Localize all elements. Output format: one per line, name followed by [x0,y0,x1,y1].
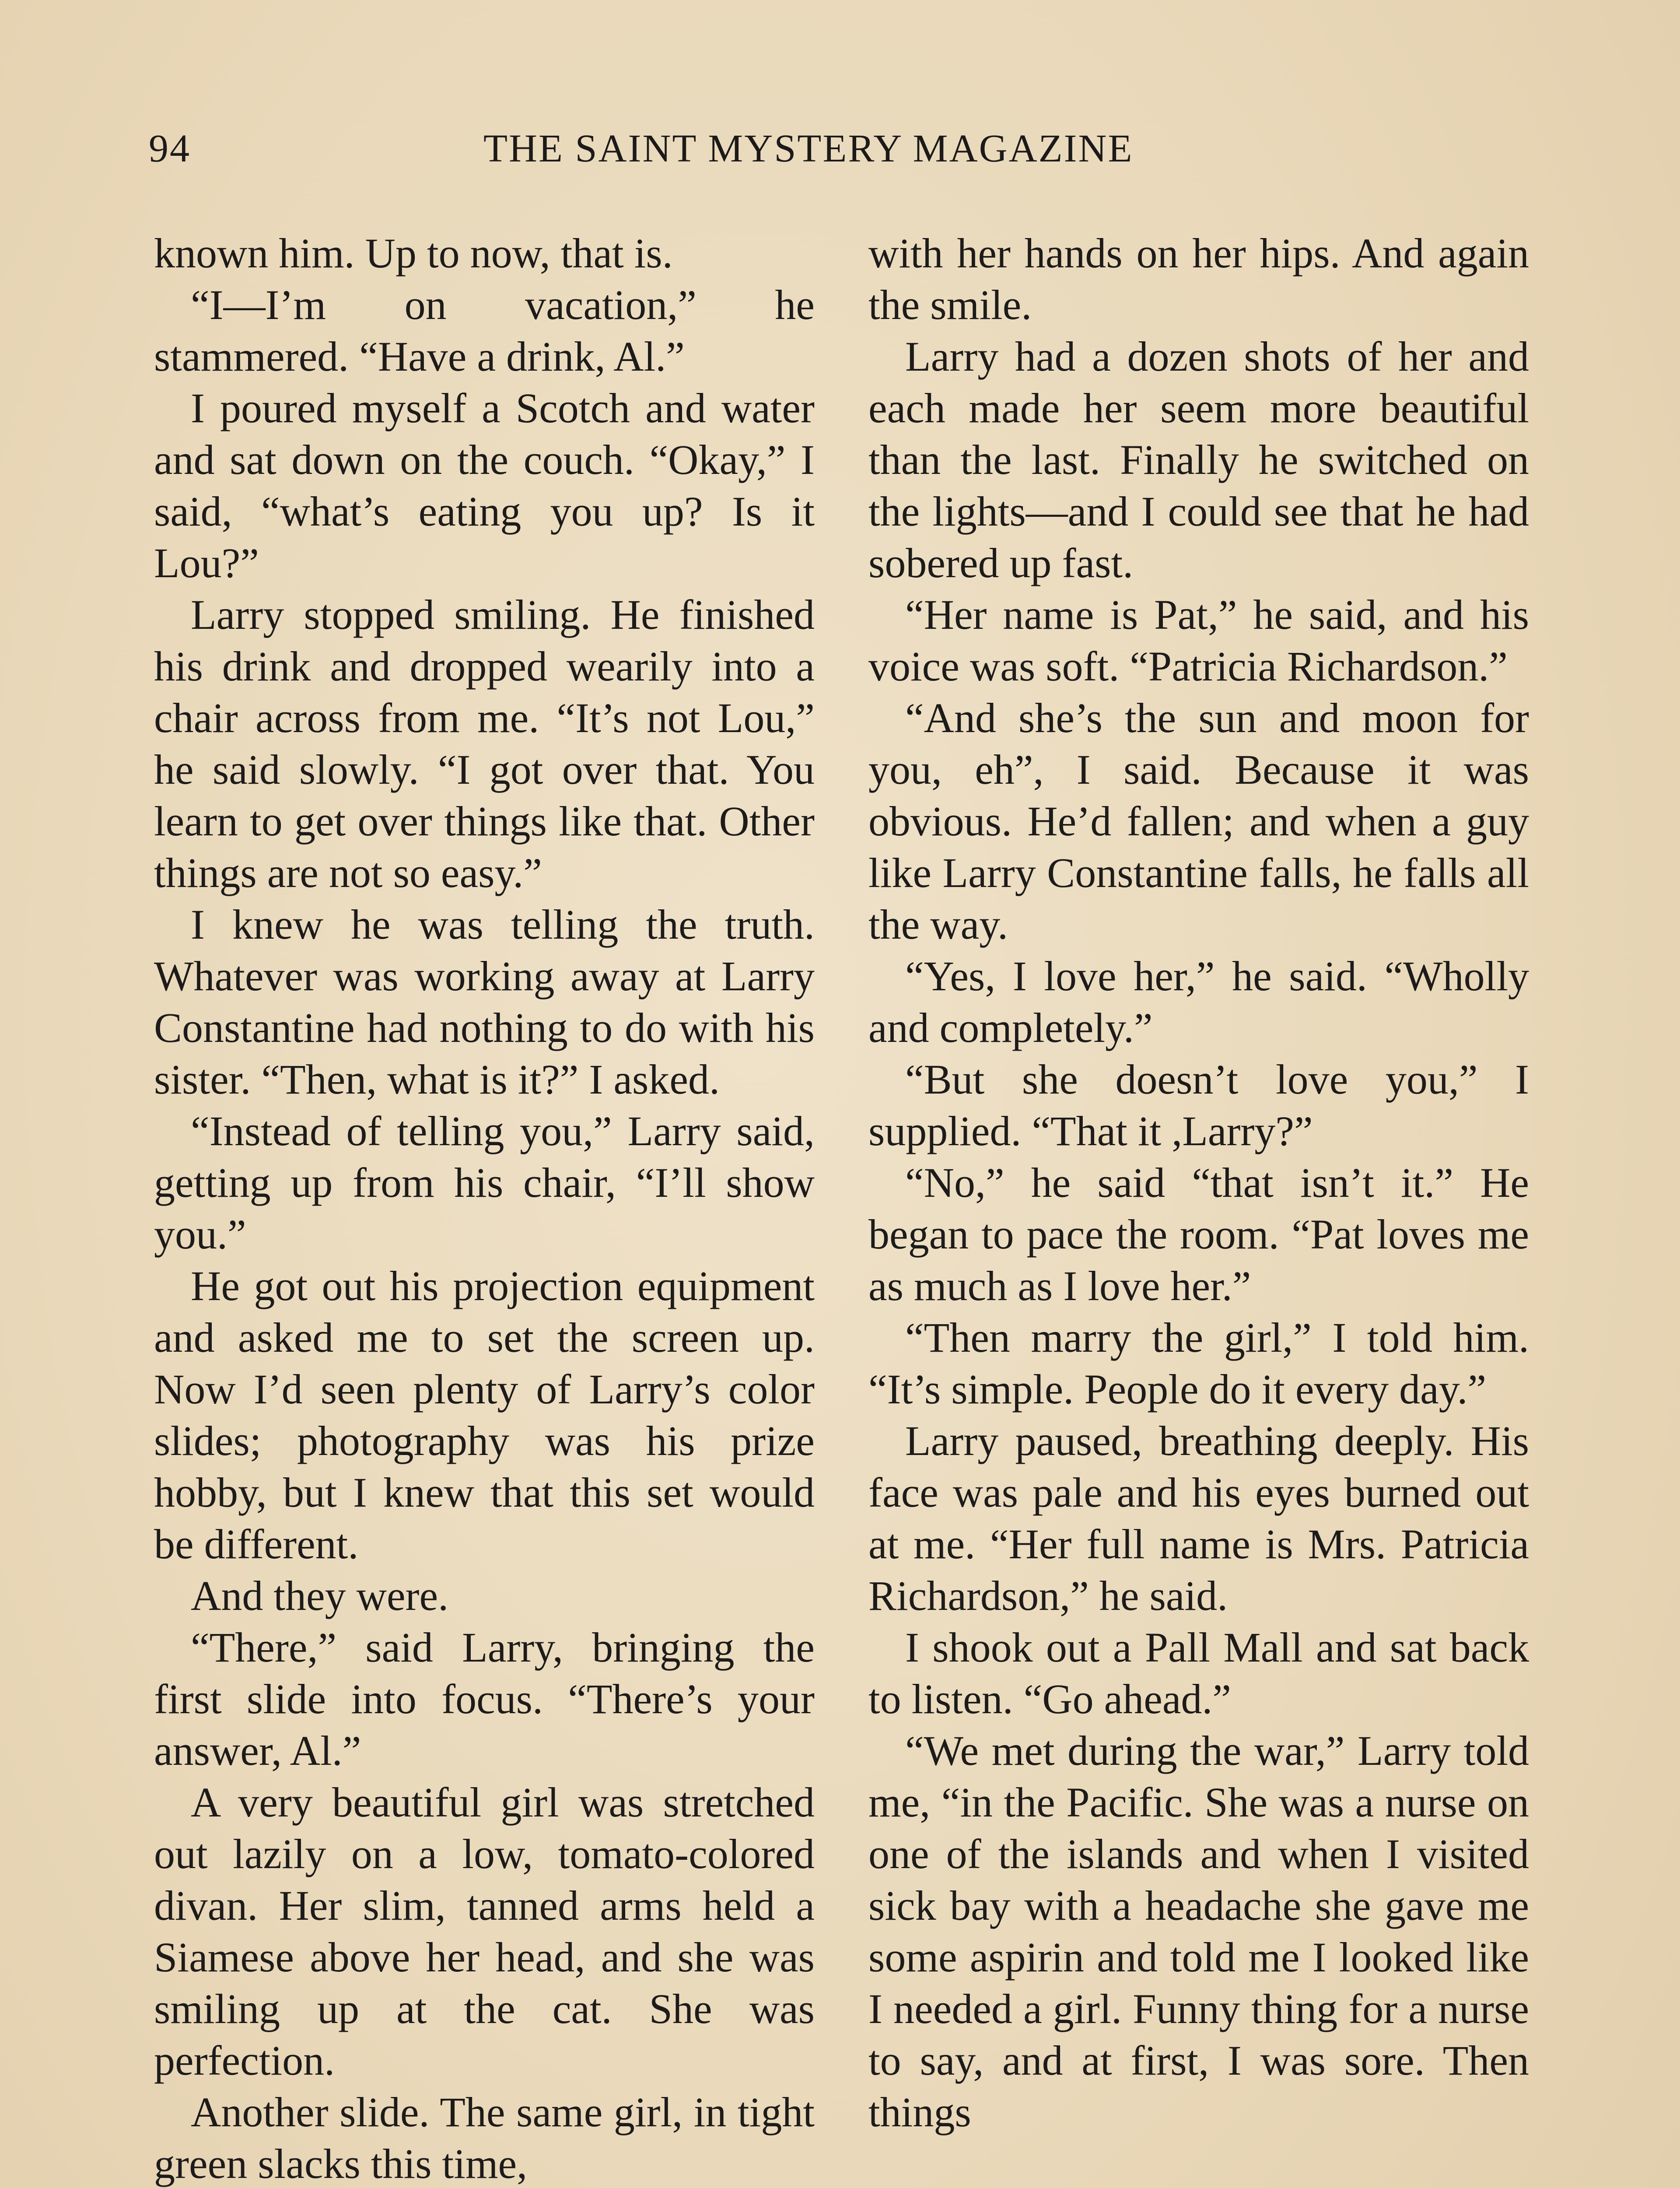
paragraph: I shook out a Pall Mall and sat back to listen. “Go ahead.” [868,1624,1529,1722]
paragraph: He got out his projection equipment and asked me to set the screen up. Now I’d seen plenty of Larry’s color slides; photography was his prize hobby, but I knew that this set would be different. [154,1262,815,1567]
paragraph: And they were. [191,1572,449,1619]
paragraph: Larry paused, breathing deeply. His face was pale and his eyes burned out at me. “Her full name is Mrs. Patricia Richardson,” he said. [868,1417,1529,1619]
paragraph: “And she’s the sun and moon for you, eh”, I said. Because it was obvious. He’d fallen; and when a guy like Larry Constantine falls, he falls all the way. [868,694,1529,948]
paragraph: I poured myself a Scotch and water and sat down on the couch. “Okay,” I said, “what’s eating you up? Is it Lou?” [154,385,815,586]
paragraph: “Her name is Pat,” he said, and his voice was soft. “Patricia Richardson.” [868,591,1529,690]
paragraph: Another slide. The same girl, in tight green slacks this time, [154,2089,815,2187]
paragraph: “I—I’m on vacation,” he stammered. “Have a drink, Al.” [154,281,815,380]
paragraph: A very beautiful girl was stretched out lazily on a low, tomato-colored divan. Her slim, tanned arms held a Siamese above her head, and she was smiling up at the cat. She was perfection. [154,1779,815,2084]
paragraph: “But she doesn’t love you,” I supplied. “That it ,Larry?” [868,1056,1529,1154]
page-number: 94 [149,127,191,170]
magazine-title: THE SAINT MYSTERY MAGAZINE [483,127,1134,170]
paragraph: “Yes, I love her,” he said. “Wholly and completely.” [868,953,1529,1051]
paragraph: with her hands on her hips. And again the smile. [868,230,1529,328]
paragraph: “There,” said Larry, bringing the first slide into focus. “There’s your answer, Al.” [154,1624,815,1774]
left-text-column [154,228,815,2188]
paragraph: known him. Up to now, that is. [154,230,673,277]
paragraph: Larry stopped smiling. He finished his drink and dropped wearily into a chair across from me. “It’s not Lou,” he said slowly. “I got over that. You learn to get over things like that. Other things are not so easy.” [154,591,815,896]
right-text-column [868,228,1529,2138]
running-header [149,126,1527,179]
paragraph: I knew he was telling the truth. Whatever was working away at Larry Constantine had nothing to do with his sister. “Then, what is it?” I asked. [154,901,815,1103]
paragraph: “Then marry the girl,” I told him. “It’s simple. People do it every day.” [868,1314,1529,1413]
paragraph: “Instead of telling you,” Larry said, getting up from his chair, “I’ll show you.” [154,1108,815,1258]
paragraph: “We met during the war,” Larry told me, “in the Pacific. She was a nurse on one of the islands and when I visited sick bay with a headache she gave me some aspirin and told me I looked like I needed a girl. Funny thing for a nurse to say, and at first, I was sore. Then things [868,1727,1529,2135]
paragraph: “No,” he said “that isn’t it.” He began to pace the room. “Pat loves me as much as I love her.” [868,1159,1529,1309]
paragraph: Larry had a dozen shots of her and each made her seem more beautiful than the last. Finally he switched on the lights—and I could see that he had sobered up fast. [868,333,1529,586]
